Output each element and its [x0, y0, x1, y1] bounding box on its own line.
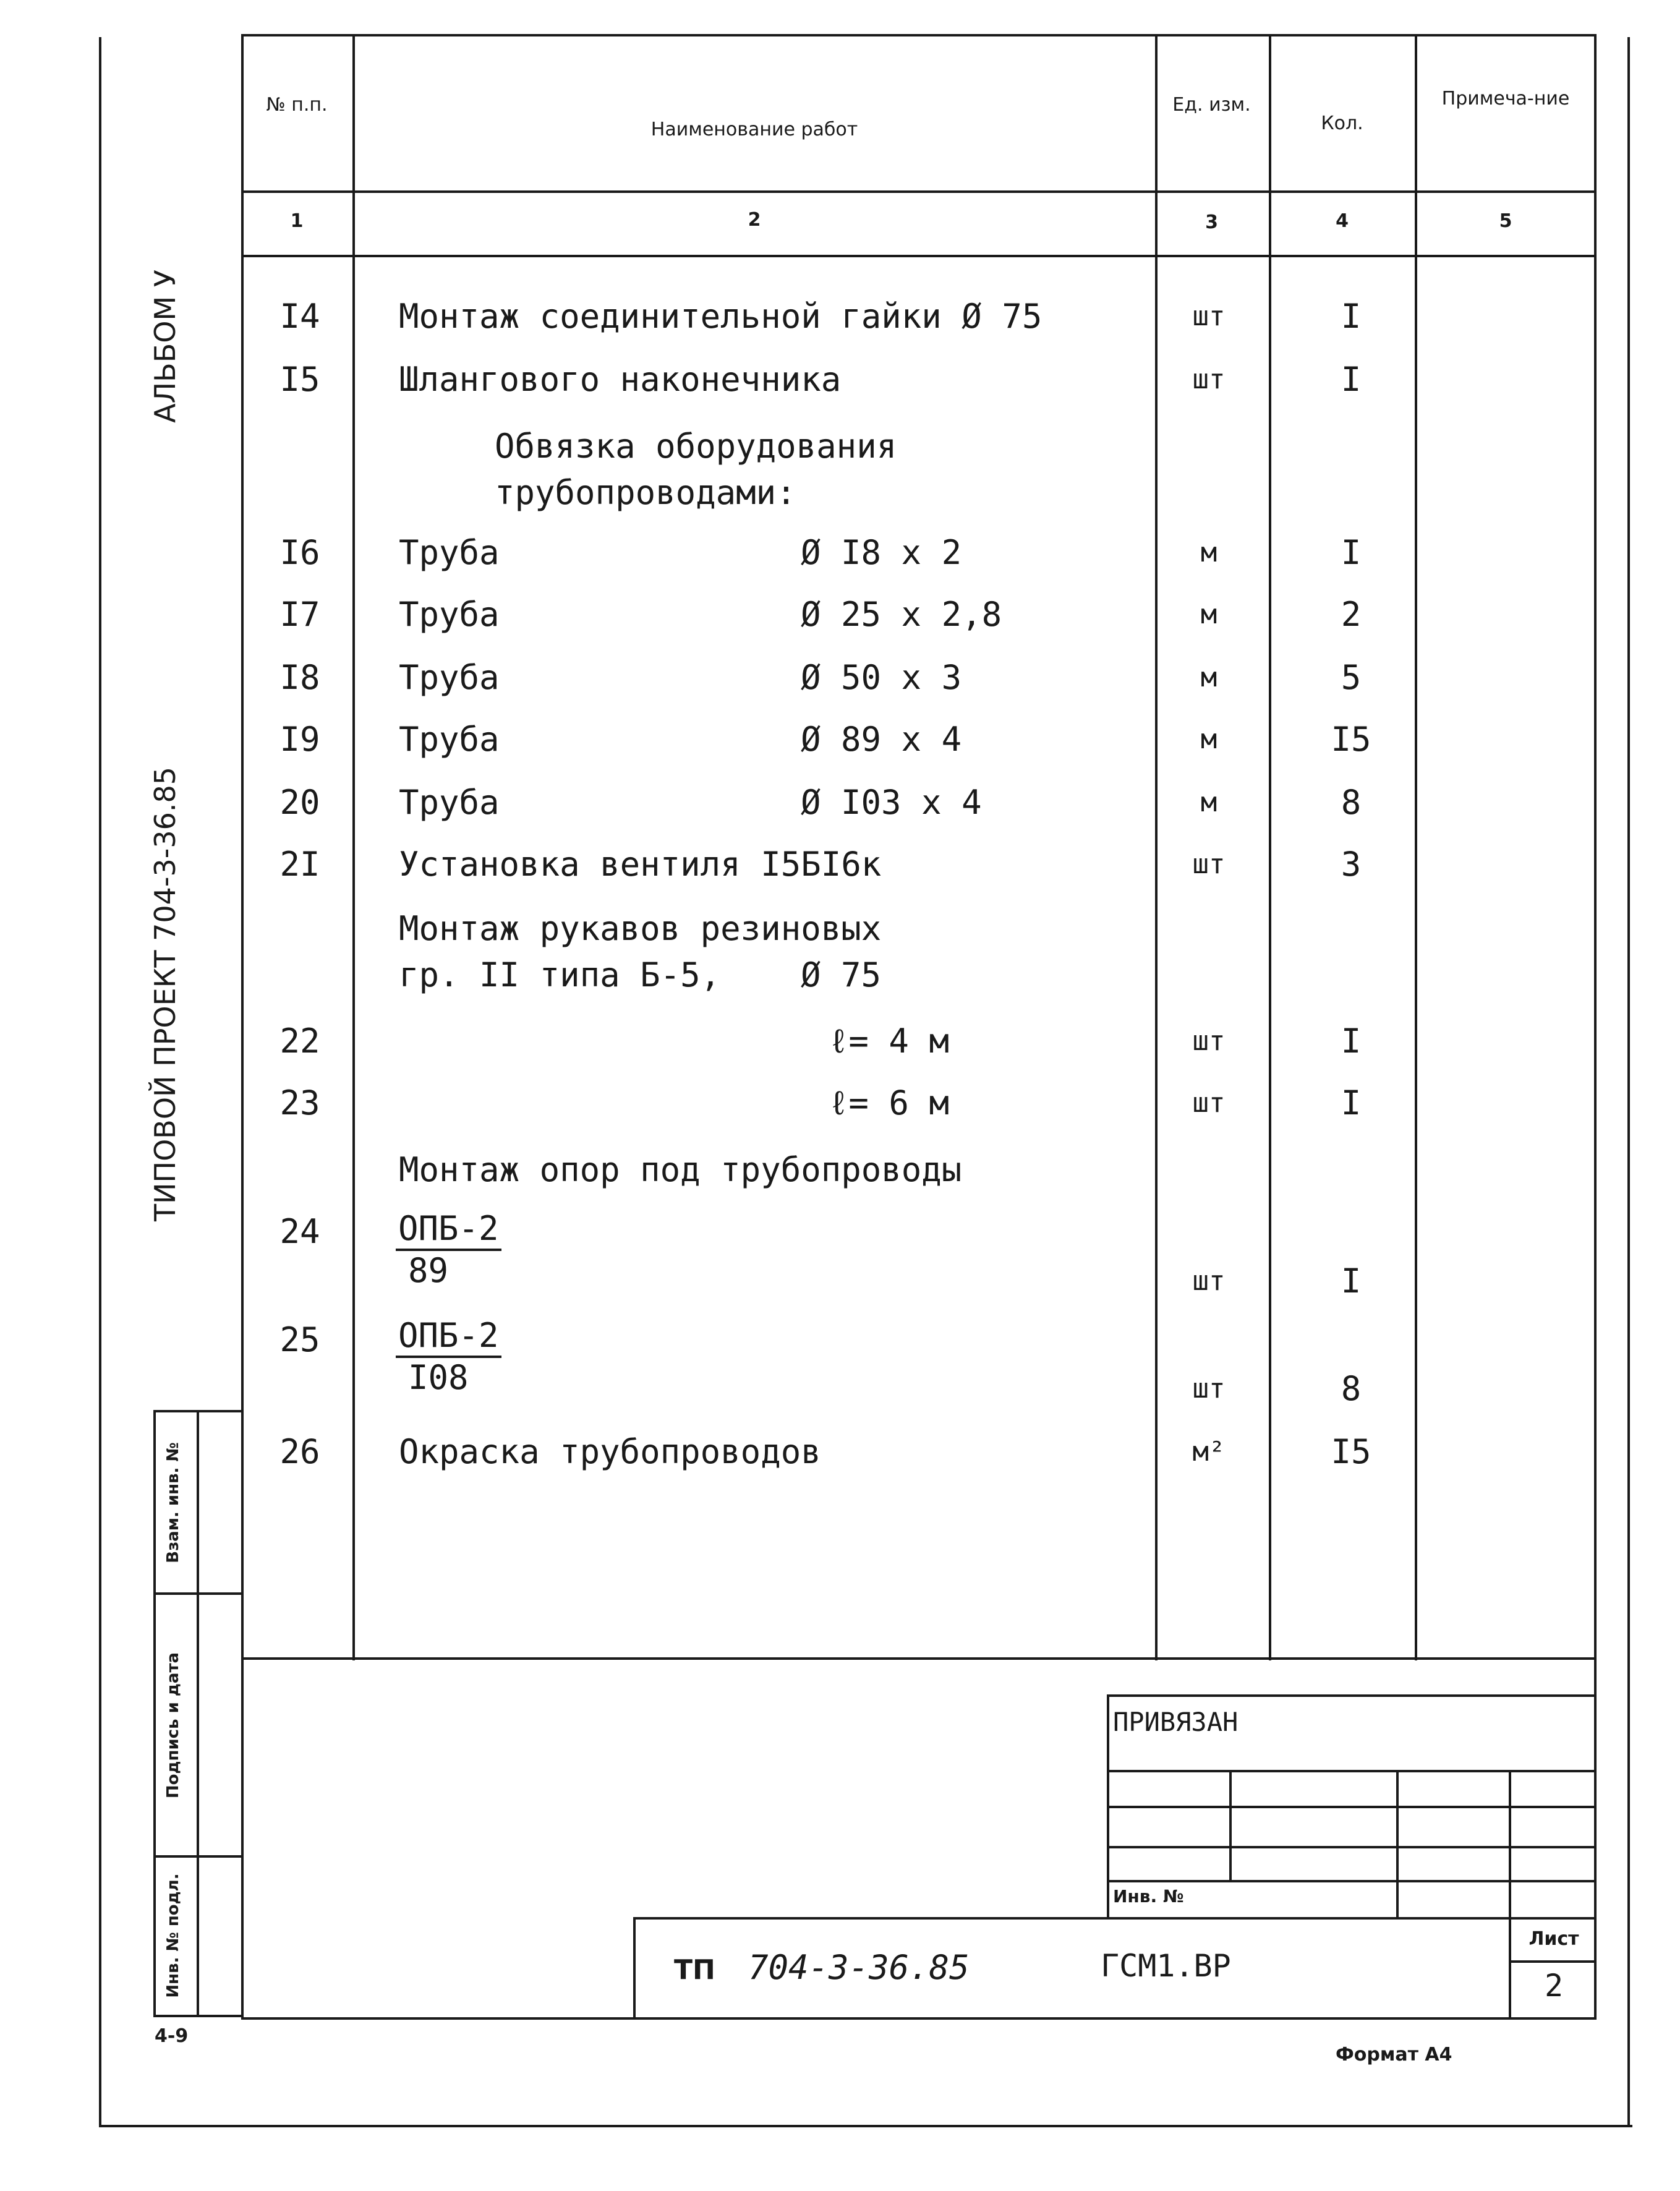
- stamp-outer-left: [153, 1410, 156, 2016]
- row-number: 25: [279, 1320, 320, 1359]
- stamp-top: [153, 1410, 243, 1412]
- outer-frame-left: [99, 37, 101, 2127]
- row-name: Труба: [399, 595, 500, 634]
- sheet-number: 2: [1544, 1968, 1564, 2004]
- row-dimension: Ø 25 x 2,8: [801, 595, 1002, 634]
- row-dimension: Ø I03 x 4: [801, 783, 982, 822]
- row-number: 22: [279, 1022, 320, 1061]
- row-unit: шт: [1192, 1265, 1226, 1297]
- row-unit: м²: [1192, 1436, 1226, 1467]
- row-name: Окраска трубопроводов: [399, 1432, 821, 1471]
- stamp-replaced-inv: Взам. инв. №: [164, 1442, 182, 1563]
- stamp-divider: [197, 1410, 199, 2016]
- tb-line: [1107, 1846, 1595, 1848]
- row-unit: м: [1200, 662, 1217, 693]
- tb-line: [1396, 1770, 1399, 1917]
- colnum-line: [241, 255, 1595, 257]
- row-unit: м: [1200, 787, 1217, 818]
- row-unit: шт: [1192, 364, 1226, 395]
- outer-frame-bottom: [99, 2125, 1632, 2127]
- support-type-top: ОПБ-2: [396, 1316, 501, 1358]
- row-dimension: ℓ= 6 м: [829, 1083, 949, 1122]
- row-unit: шт: [1192, 848, 1226, 880]
- tb-line: [1229, 1770, 1232, 1880]
- row-name: Шлангового наконечника: [399, 360, 842, 399]
- section-heading: Монтаж рукавов резиновых: [399, 909, 882, 948]
- support-type: [396, 1209, 501, 1291]
- row-number: I8: [279, 658, 320, 697]
- row-number: 2I: [279, 845, 320, 884]
- sheet-label: Лист: [1529, 1928, 1579, 1950]
- support-type-bottom: I08: [408, 1358, 469, 1397]
- tb-line: [1107, 1694, 1595, 1697]
- row-name: Монтаж соединительной гайки Ø 75: [399, 297, 1043, 336]
- inv-label: Инв. №: [1113, 1886, 1184, 1907]
- header-line: [241, 190, 1595, 193]
- row-qty: I5: [1331, 720, 1371, 759]
- format-label: Формат А4: [1336, 2044, 1452, 2065]
- row-number: I9: [279, 720, 320, 759]
- row-dimension: Ø 89 x 4: [801, 720, 962, 759]
- support-type-top: ОПБ-2: [396, 1209, 501, 1251]
- tb-line: [1509, 1960, 1595, 1963]
- row-qty: 2: [1341, 595, 1362, 634]
- header-col5: Примеча-ние: [1441, 88, 1570, 109]
- row-qty: 5: [1341, 658, 1362, 697]
- project-label: ТИПОВОЙ ПРОЕКТ 704-3-36.85: [148, 766, 182, 1221]
- support-type-bottom: 89: [408, 1251, 449, 1290]
- colnum-2: 2: [748, 209, 761, 231]
- row-name: Труба: [399, 658, 500, 697]
- row-dimension: ℓ= 4 м: [829, 1022, 949, 1061]
- row-dimension: Ø I8 x 2: [801, 533, 962, 572]
- row-qty: 3: [1341, 845, 1362, 884]
- row-number: 23: [279, 1083, 320, 1122]
- header-col2: Наименование работ: [650, 119, 858, 140]
- row-qty: I: [1341, 533, 1362, 572]
- tb-line: [1107, 1770, 1595, 1772]
- project-code: 704-3-36.85: [748, 1948, 970, 1987]
- row-dimension: Ø 75: [801, 955, 882, 994]
- colnum-1: 1: [290, 210, 304, 232]
- col-line-3: [1269, 34, 1271, 1660]
- row-qty: I5: [1331, 1432, 1371, 1471]
- colnum-4: 4: [1336, 210, 1349, 232]
- row-unit: м: [1200, 599, 1217, 630]
- row-qty: 8: [1341, 783, 1362, 822]
- tb-line: [633, 1917, 636, 2017]
- row-unit: м: [1200, 537, 1217, 568]
- footer-left: 4-9: [155, 2025, 189, 2047]
- stamp-inv-original: Инв. № подл.: [164, 1873, 182, 1998]
- header-col1: № п.п.: [266, 94, 328, 116]
- row-number: I5: [279, 360, 320, 399]
- tb-line: [633, 1917, 1595, 1920]
- row-unit: шт: [1192, 1373, 1226, 1404]
- tb-line: [1509, 1770, 1511, 2017]
- header-col4: Кол.: [1321, 113, 1363, 134]
- tb-line: [1107, 1806, 1595, 1808]
- stamp-line: [153, 1592, 243, 1595]
- row-qty: I: [1341, 360, 1362, 399]
- table-top-line: [241, 34, 1595, 36]
- colnum-3: 3: [1205, 211, 1218, 233]
- document-code: ГСМ1.ВР: [1101, 1948, 1231, 1984]
- stamp-signature-date: Подпись и дата: [164, 1652, 182, 1799]
- row-dimension: Ø 50 x 3: [801, 658, 962, 697]
- inner-frame-right: [1594, 34, 1597, 2019]
- row-qty: 8: [1341, 1369, 1362, 1408]
- privyazan-label: ПРИВЯЗАН: [1113, 1707, 1239, 1737]
- outer-frame-right: [1627, 37, 1630, 2127]
- row-number: 24: [279, 1212, 320, 1251]
- table-bottom-line: [241, 1657, 1595, 1660]
- row-unit: шт: [1192, 301, 1226, 332]
- row-qty: I: [1341, 1022, 1362, 1061]
- row-name: Труба: [399, 533, 500, 572]
- row-unit: м: [1200, 724, 1217, 755]
- row-qty: I: [1341, 1083, 1362, 1122]
- tb-line: [1107, 1880, 1595, 1882]
- section-heading: гр. II типа Б-5,: [399, 955, 721, 994]
- row-name: Труба: [399, 783, 500, 822]
- row-number: I4: [279, 297, 320, 336]
- inner-frame-bottom: [241, 2017, 1597, 2020]
- row-number: I7: [279, 595, 320, 634]
- row-number: 26: [279, 1432, 320, 1471]
- section-heading: Обвязка оборудования: [495, 427, 897, 466]
- support-type: [396, 1316, 501, 1398]
- row-number: I6: [279, 533, 320, 572]
- inner-frame-left: [241, 34, 244, 2019]
- row-name: Установка вентиля I5БI6к: [399, 845, 882, 884]
- row-qty: I: [1341, 1262, 1362, 1301]
- row-unit: шт: [1192, 1087, 1226, 1119]
- row-unit: шт: [1192, 1025, 1226, 1057]
- album-label: АЛЬБОМ У: [148, 270, 182, 423]
- header-col3: Ед. изм.: [1172, 94, 1251, 116]
- section-heading: Монтаж опор под трубопроводы: [399, 1150, 962, 1189]
- colnum-5: 5: [1499, 210, 1512, 232]
- section-heading: трубопроводами:: [495, 473, 796, 512]
- row-qty: I: [1341, 297, 1362, 336]
- row-number: 20: [279, 783, 320, 822]
- tp-label: ТП: [674, 1954, 715, 1986]
- row-name: Труба: [399, 720, 500, 759]
